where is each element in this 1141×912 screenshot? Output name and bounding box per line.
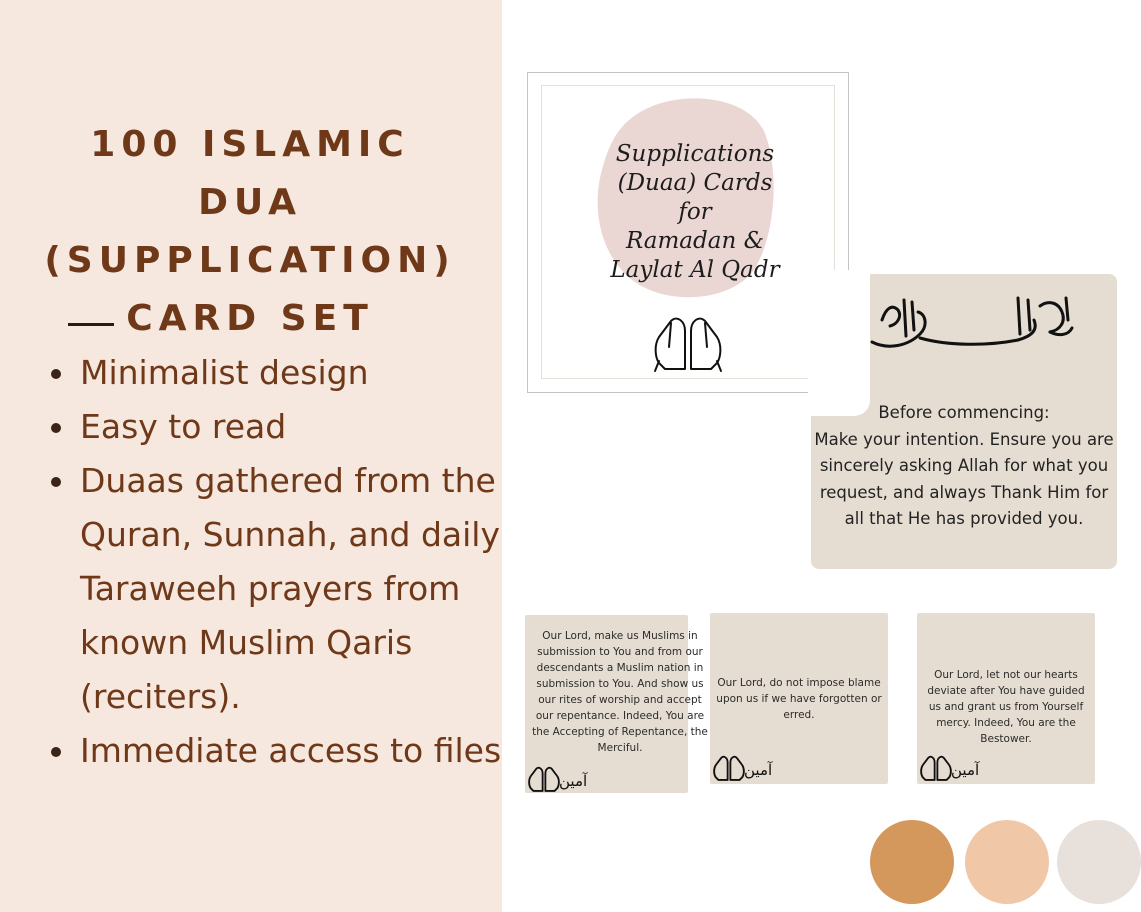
intro-heading: Before commencing: <box>878 403 1050 422</box>
dua-card-1 <box>525 615 708 793</box>
title-line-3: CARD SET <box>126 298 374 339</box>
praying-hands-icon <box>527 765 561 793</box>
feature-item: • Easy to read <box>78 400 528 454</box>
feature-item: • Duaas gathered from the Quran, Sunnah, and daily Taraweeh prayers from known Muslim Qaris (reciters). <box>78 454 528 724</box>
dua-text: Our Lord, do not impose blame upon us if we have forgotten or erred. <box>716 677 882 721</box>
intro-card-notch <box>808 270 870 416</box>
cover-title <box>600 140 790 285</box>
cover-title-line-3: Ramadan & <box>625 228 765 254</box>
card-footer <box>527 763 587 793</box>
color-swatch-3 <box>1057 820 1141 904</box>
cover-title-line-2: (Duaa) Cards for <box>617 170 773 225</box>
color-swatch-2 <box>965 820 1049 904</box>
amin-text: آمين <box>951 761 980 779</box>
praying-hands-icon <box>712 754 746 782</box>
intro-text <box>814 400 1114 533</box>
amin-text: آمين <box>744 761 773 779</box>
intro-body: Make your intention. Ensure you are sincerely asking Allah for what you request, and always Thank Him for all that He has provided you. <box>814 429 1114 528</box>
feature-item: • Minimalist design <box>78 346 528 400</box>
feature-list <box>40 346 528 778</box>
title-divider <box>68 323 114 326</box>
title-line-2: (SUPPLICATION) <box>44 240 456 281</box>
feature-item: • Immediate access to files <box>78 724 528 778</box>
card-footer <box>919 752 979 782</box>
page-title <box>30 116 470 348</box>
praying-hands-icon <box>651 313 725 373</box>
praying-hands-icon <box>919 754 953 782</box>
title-line-1: 100 ISLAMIC DUA <box>90 124 410 223</box>
dua-card-3 <box>917 613 1095 784</box>
amin-text: آمين <box>559 772 588 790</box>
cover-title-line-4: Laylat Al Qadr <box>610 257 780 283</box>
cover-title-line-1: Supplications <box>615 141 775 167</box>
dua-text: Our Lord, let not our hearts deviate after You have guided us and grant us from Yourself mercy. Indeed, You are the Bestower. <box>927 669 1085 745</box>
card-footer <box>712 752 772 782</box>
dua-card-2 <box>710 613 888 784</box>
bismillah-calligraphy-icon <box>868 290 1076 356</box>
color-swatch-1 <box>870 820 954 904</box>
dua-text: Our Lord, make us Muslims in submission to You and from our descendants a Muslim nation in submission to You. And show us our rites of worship and accept our repentance. Indeed, You are the Accepting of Repentance, the Merciful. <box>532 630 708 754</box>
